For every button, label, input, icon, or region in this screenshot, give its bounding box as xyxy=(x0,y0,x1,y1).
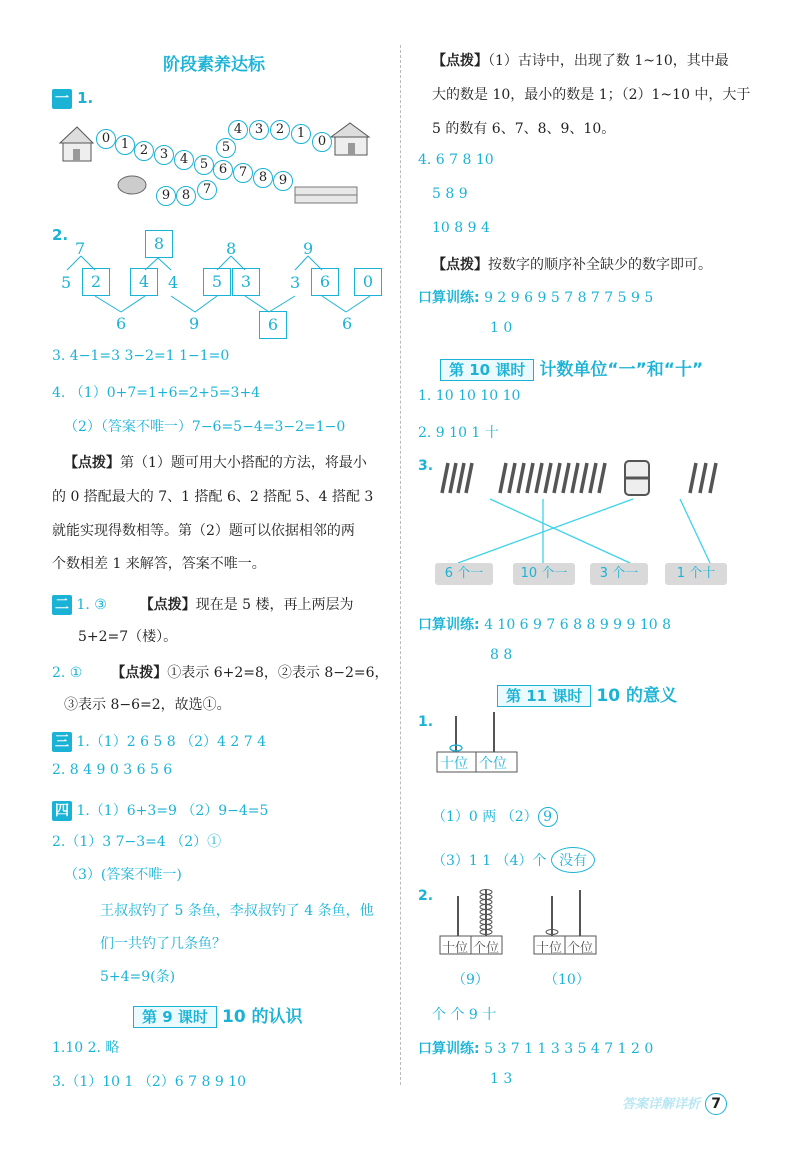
lesson-9-heading xyxy=(133,1002,303,1028)
lesson-title: 10 的认识 xyxy=(221,1007,303,1027)
match-option: 3 个一 xyxy=(590,563,648,585)
house-right-icon xyxy=(331,123,369,155)
tip-line: 5 的数有 6、7、8、9、10。 xyxy=(432,121,616,137)
bead: 9 xyxy=(156,186,176,206)
page-title: 阶段素养达标 xyxy=(163,55,265,75)
bead: 2 xyxy=(134,141,154,161)
mental-math-line: 1 0 xyxy=(490,320,513,336)
tree-box: 0 xyxy=(354,268,382,296)
bead: 8 xyxy=(176,186,196,206)
ones-place-label: 个位 xyxy=(479,756,507,772)
answer-line: 2. 9 10 1 十 xyxy=(418,425,499,441)
answer-line: 2.（1）3 7−3=4 （2）① xyxy=(52,834,222,850)
tree-box: 6 xyxy=(311,268,339,296)
section-4-q1 xyxy=(52,800,268,821)
bead: 0 xyxy=(96,129,116,149)
tree-number: 9 xyxy=(303,239,314,258)
tip-label: 【点拨】 xyxy=(432,257,488,273)
story-line: 王叔叔钓了 5 条鱼，李叔叔钓了 4 条鱼，他 xyxy=(100,903,374,919)
tree-number: 6 xyxy=(342,314,353,333)
answer: 2. ① xyxy=(52,665,83,681)
sticks-3-icon xyxy=(690,463,716,493)
answer-line xyxy=(432,847,595,873)
mental-math-answers: 5 3 7 1 1 3 3 5 4 7 1 2 0 xyxy=(484,1041,654,1057)
tip-label: 【点拨】 xyxy=(432,53,488,69)
tree-box: 5 xyxy=(203,268,231,296)
section-tag: 三 xyxy=(52,732,72,752)
tip-label: 【点拨】 xyxy=(64,455,120,471)
tip-line: ③表示 8−6=2，故选①。 xyxy=(64,697,231,713)
sticks-6-icon xyxy=(442,463,472,493)
tree-number: 8 xyxy=(226,239,237,258)
lesson-title: 10 的意义 xyxy=(596,686,677,706)
tip-line xyxy=(64,452,367,472)
match-option: 10 个一 xyxy=(513,563,575,585)
mental-math-line xyxy=(418,287,653,307)
answer-line: （3）(答案不唯一) xyxy=(64,867,182,883)
mental-math-answers: 9 2 9 6 9 5 7 8 7 7 5 9 5 xyxy=(484,290,654,306)
answer-line: 个 个 9 十 xyxy=(432,1007,497,1023)
match-option: 6 个一 xyxy=(435,563,493,585)
bead: 7 xyxy=(233,163,253,183)
story-line: 5+4=9(条) xyxy=(100,969,176,985)
tip-line: 就能实现得数相等。第（2）题可以依据相邻的两 xyxy=(52,523,355,539)
bead: 0 xyxy=(312,132,332,152)
circled-answer: 没有 xyxy=(551,847,595,873)
tree-box: 8 xyxy=(145,230,173,258)
answer-line: 4. （1）0+7=1+6=2+5=3+4 xyxy=(52,385,261,401)
story-line: 们一共钓了几条鱼？ xyxy=(100,936,226,952)
mental-math-line: 1 3 xyxy=(490,1071,513,1087)
bead: 2 xyxy=(270,120,290,140)
lesson-tag: 第 9 课时 xyxy=(133,1006,217,1028)
answer-line: 10 8 9 4 xyxy=(432,220,490,236)
section-1-heading xyxy=(52,88,93,109)
answer-line xyxy=(432,806,558,827)
fence-icon xyxy=(295,187,357,203)
tip-line: 的 0 搭配最大的 7、1 搭配 6、2 搭配 5、4 搭配 3 xyxy=(52,489,374,505)
mental-math-line xyxy=(418,614,671,634)
column-divider xyxy=(400,45,401,1085)
tree-number: 6 xyxy=(116,314,127,333)
answer: 1.（1）2 6 5 8 （2）4 2 7 4 xyxy=(76,734,267,750)
ones-place-label: 个位 xyxy=(473,941,500,956)
stick-bundle-icon xyxy=(625,461,649,495)
question-number: 1. xyxy=(77,89,94,107)
tip-text: 按数字的顺序补全缺少的数字即可。 xyxy=(488,257,712,273)
question-number: 2. xyxy=(418,888,434,904)
question-number: 3. xyxy=(418,458,434,474)
lesson-11-heading xyxy=(497,681,677,707)
answer-line: 5 8 9 xyxy=(432,186,468,202)
lesson-title: 计数单位“一”和“十” xyxy=(539,360,704,380)
bush-icon xyxy=(118,176,146,194)
answer-line: 3. 4−1=3 3−2=1 1−1=0 xyxy=(52,348,230,364)
answer-line: 3.（1）10 1 （2）6 7 8 9 10 xyxy=(52,1074,247,1090)
section-2-q1 xyxy=(52,594,354,615)
tip-text: 现在是 5 楼，再上两层为 xyxy=(195,597,354,613)
answer-line: （2）（答案不唯一）7−6=5−4=3−2=1−0 xyxy=(64,419,346,435)
section-3-q1 xyxy=(52,731,266,752)
caption: （9） xyxy=(452,972,489,988)
bead: 4 xyxy=(228,120,248,140)
mental-math-label: 口算训练: xyxy=(418,617,480,633)
bead: 4 xyxy=(174,150,194,170)
answer-line: 4. 6 7 8 10 xyxy=(418,152,494,168)
bead: 9 xyxy=(273,171,293,191)
tip-label: 【点拨】 xyxy=(139,597,196,613)
bead: 7 xyxy=(197,180,217,200)
mental-math-label: 口算训练: xyxy=(418,1041,480,1057)
section-tag: 二 xyxy=(52,595,72,615)
tip-text: （1）古诗中，出现了数 1~10，其中最 xyxy=(488,53,729,69)
answer: （1）0 两 （2） xyxy=(432,809,538,825)
bead: 1 xyxy=(291,124,311,144)
section-tag: 四 xyxy=(52,801,72,821)
lesson-10-heading xyxy=(440,355,703,381)
answer: （3）1 1 （4）个 xyxy=(432,853,547,869)
tree-number: 5 xyxy=(61,273,72,292)
mental-math-answers: 4 10 6 9 7 6 8 8 9 9 9 10 8 xyxy=(484,617,672,633)
tree-number: 9 xyxy=(189,314,200,333)
bead: 3 xyxy=(249,120,269,140)
mental-math-label: 口算训练: xyxy=(418,290,480,306)
tip-text: ①表示 6+2=8，②表示 8−2=6， xyxy=(167,665,389,681)
page-number: 7 xyxy=(705,1093,727,1115)
lesson-tag: 第 11 课时 xyxy=(497,685,591,707)
circled-answer: 9 xyxy=(538,807,558,827)
answer-line: 2. 8 4 9 0 3 6 5 6 xyxy=(52,762,173,778)
match-option: 1 个十 xyxy=(665,563,727,585)
stick-matching-diagram xyxy=(430,455,740,570)
mental-math-line xyxy=(418,1038,653,1058)
tree-box: 2 xyxy=(82,268,110,296)
tree-box: 3 xyxy=(232,268,260,296)
tip-text: 第（1）题可用大小搭配的方法，将最小 xyxy=(120,455,367,471)
answer-line: 1. 10 10 10 10 xyxy=(418,388,521,404)
tens-place-label: 十位 xyxy=(442,941,469,956)
tens-place-label: 十位 xyxy=(440,756,468,772)
bead: 5 xyxy=(194,155,214,175)
bead: 3 xyxy=(154,145,174,165)
question-number: 2. xyxy=(52,226,69,244)
bead: 8 xyxy=(253,168,273,188)
tens-place-label: 十位 xyxy=(536,941,563,956)
tip-line: 个数相差 1 来解答，答案不唯一。 xyxy=(52,556,266,572)
question-number: 1. xyxy=(418,714,434,730)
caption: （10） xyxy=(544,972,590,988)
answer-line: 1.10 2. 略 xyxy=(52,1040,120,1056)
mental-math-line: 8 8 xyxy=(490,647,513,663)
section-2-q2 xyxy=(52,662,389,682)
ones-place-label: 个位 xyxy=(567,941,594,956)
footer-label: 答案详解详析 xyxy=(622,1097,701,1112)
sticks-10-icon xyxy=(500,463,605,493)
tip-line xyxy=(432,254,712,274)
tree-number: 7 xyxy=(75,239,86,258)
tree-box: 4 xyxy=(130,268,158,296)
tree-number: 4 xyxy=(168,273,179,292)
bead: 6 xyxy=(213,160,233,180)
answer: 1. ③ xyxy=(76,597,107,613)
tip-line: 5+2=7（楼）。 xyxy=(78,629,178,645)
tree-number: 3 xyxy=(290,273,301,292)
tip-line xyxy=(432,50,729,70)
bead: 1 xyxy=(115,135,135,155)
house-left-icon xyxy=(60,127,93,161)
section-tag: 一 xyxy=(52,89,72,109)
tree-box: 6 xyxy=(259,311,287,339)
answer: 1.（1）6+3=9 （2）9−4=5 xyxy=(76,803,269,819)
tip-line: 大的数是 10，最小的数是 1；（2）1~10 中，大于 xyxy=(432,87,751,103)
tip-label: 【点拨】 xyxy=(111,665,168,681)
lesson-tag: 第 10 课时 xyxy=(440,359,534,381)
footer xyxy=(622,1093,752,1115)
bead: 5 xyxy=(216,138,236,158)
